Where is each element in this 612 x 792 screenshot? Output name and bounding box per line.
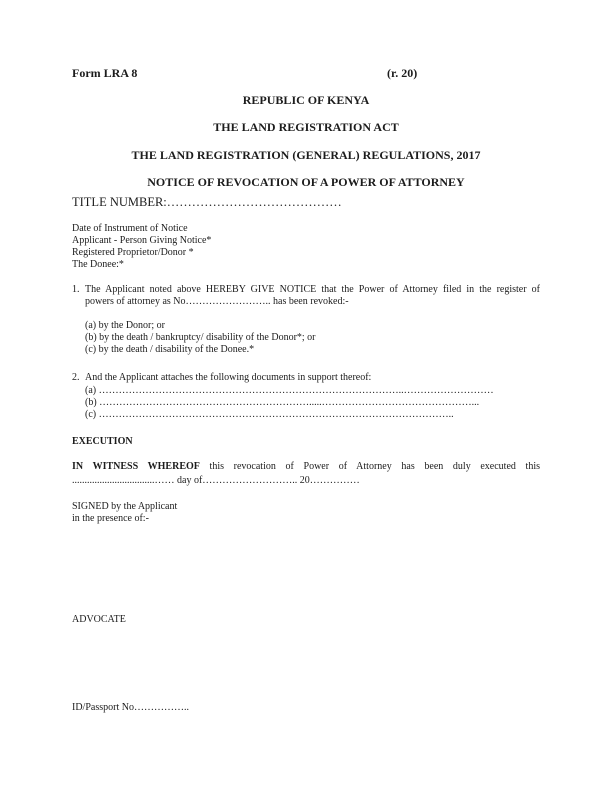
clause-1-subitems — [85, 320, 540, 356]
witness-date-dotted-line: .................................…… day of……………………….. 20…………… — [72, 475, 360, 486]
clause-2-item-a-label: (a) — [85, 385, 99, 396]
id-passport-line: ID/Passport No…………….. — [72, 702, 189, 713]
party-line-date: Date of Instrument of Notice — [72, 223, 188, 234]
header-act: THE LAND REGISTRATION ACT — [213, 120, 399, 134]
header-regulations: THE LAND REGISTRATION (GENERAL) REGULATIONS, 2017 — [131, 148, 481, 162]
clause-2-item-b-dotted-field: ……………………………………………………….....………………………………………... — [99, 397, 480, 408]
clause-1-line-1: The Applicant noted above HEREBY GIVE NOTICE that the Power of Attorney filed in the register of — [85, 284, 540, 295]
title-number-line — [72, 195, 540, 210]
witness-rest-text: this revocation of Power of Attorney has been duly executed this — [199, 461, 540, 472]
parties-block — [72, 223, 540, 271]
clause-1-body — [85, 284, 540, 308]
clause-2-item-c — [85, 409, 540, 421]
clause-2-item-b-label: (b) — [85, 397, 100, 408]
clause-1-line-2 — [85, 296, 540, 308]
advocate-label: ADVOCATE — [72, 614, 126, 625]
form-code: Form LRA 8 — [72, 66, 138, 80]
clause-2-subitems — [85, 385, 540, 421]
clause-2 — [72, 372, 540, 384]
clause-1-line-2-text: powers of attorney as No — [85, 296, 186, 307]
clause-2-number: 2. — [72, 372, 80, 383]
rule-reference: (r. 20) — [387, 66, 418, 80]
clause-2-item-a — [85, 385, 540, 397]
witness-bold-text: IN WITNESS WHEREOF — [72, 461, 200, 472]
clause-1-item-a: (a) by the Donor; or — [85, 320, 165, 331]
clause-1-item-b: (b) by the death / bankruptcy/ disability of the Donor*; or — [85, 332, 316, 343]
clause-1-line-2-tail: has been revoked:- — [270, 296, 349, 307]
clause-2-item-c-label: (c) — [85, 409, 99, 420]
form-title: NOTICE OF REVOCATION OF A POWER OF ATTORNEY — [147, 175, 465, 189]
clause-2-text: And the Applicant attaches the following documents in support thereof: — [85, 372, 372, 383]
party-line-donee: The Donee:* — [72, 259, 124, 270]
clause-2-item-a-dotted-field: ………………………………………………………………………………..……………………… — [98, 385, 494, 396]
clause-2-item-c-dotted-field: …………………………………………………………………………………………….. — [98, 409, 454, 420]
presence-of-line: in the presence of:- — [72, 513, 149, 524]
title-number-dotted-field: …………………………………… — [166, 195, 342, 209]
poa-number-dotted-field: …………………….. — [185, 296, 271, 307]
header-republic: REPUBLIC OF KENYA — [242, 93, 370, 107]
clause-1 — [72, 284, 540, 308]
clause-1-item-c: (c) by the death / disability of the Donee.* — [85, 344, 255, 355]
clause-1-number: 1. — [72, 284, 80, 295]
signed-by-line: SIGNED by the Applicant — [72, 501, 178, 512]
execution-heading: EXECUTION — [72, 436, 133, 447]
witness-clause-line-1 — [72, 461, 540, 473]
party-line-proprietor: Registered Proprietor/Donor * — [72, 247, 194, 258]
signed-block — [72, 501, 540, 525]
title-number-label: TITLE NUMBER: — [72, 195, 167, 209]
form-header-row — [72, 66, 540, 80]
party-line-applicant: Applicant - Person Giving Notice* — [72, 235, 212, 246]
clause-2-item-b — [85, 397, 540, 409]
